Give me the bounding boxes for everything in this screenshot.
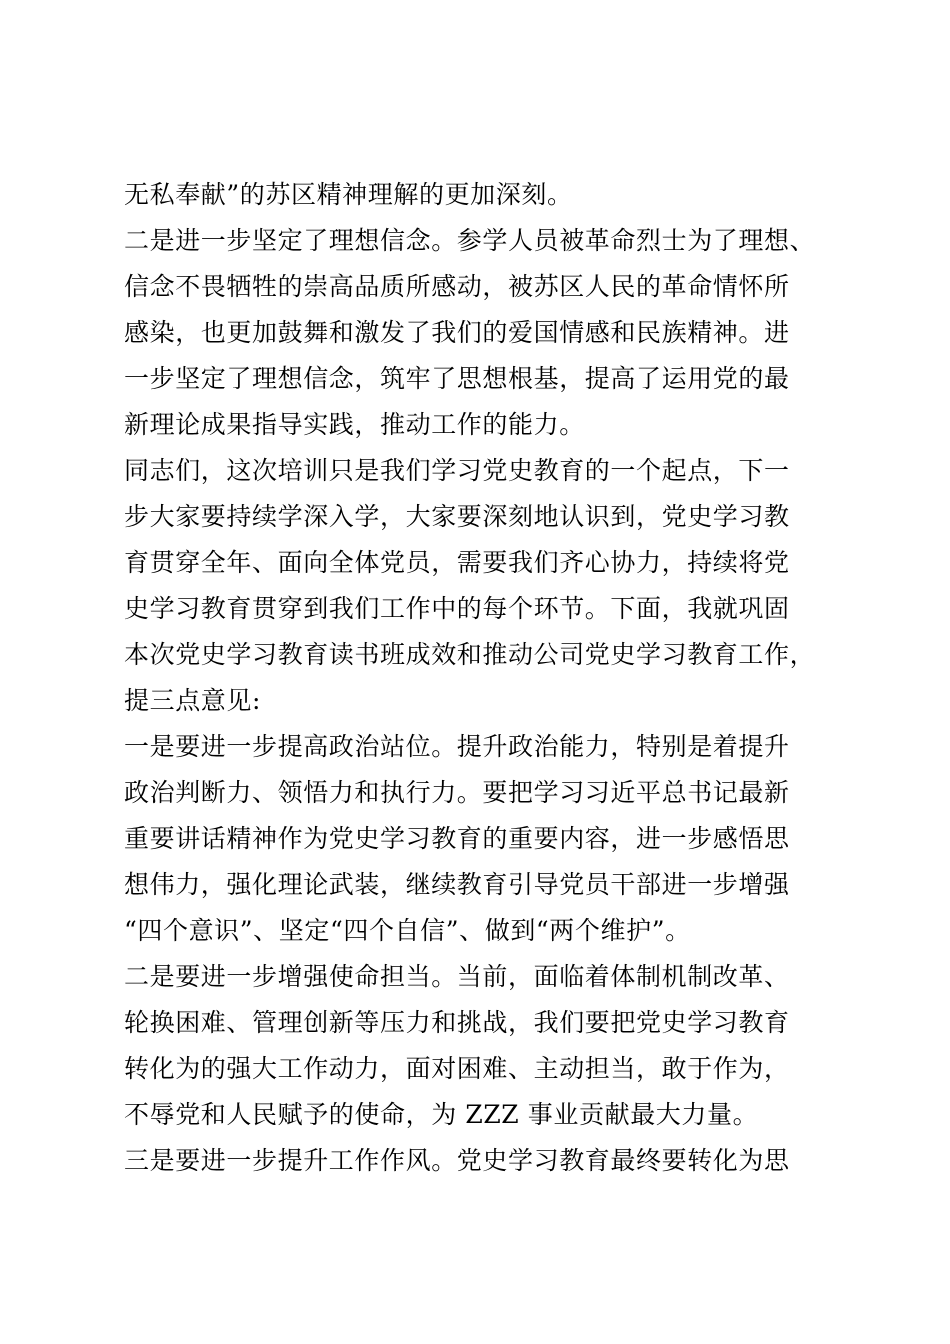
text-line: 重要讲话精神作为党史学习教育的重要内容，进一步感悟思: [124, 824, 790, 853]
text-line: 感染，也更加鼓舞和激发了我们的爱国情感和民族精神。进: [124, 318, 790, 347]
text-line: 二是要进一步增强使命担当。当前，面临着体制机制改革、: [124, 962, 790, 991]
text-line: 育贯穿全年、面向全体党员，需要我们齐心协力，持续将党: [124, 548, 790, 577]
text-line: 步大家要持续学深入学，大家要深刻地认识到，党史学习教: [124, 502, 790, 531]
text-line: 转化为的强大工作动力，面对困难、主动担当，敢于作为，: [124, 1054, 790, 1083]
text-line: 一是要进一步提高政治站位。提升政治能力，特别是着提升: [124, 732, 790, 761]
text-line: “四个意识”、坚定“四个自信”、做到“两个维护”。: [124, 916, 691, 945]
text-line: 二是进一步坚定了理想信念。参学人员被革命烈士为了理想、: [124, 226, 816, 255]
text-line: 政治判断力、领悟力和执行力。要把学习习近平总书记最新: [124, 778, 790, 807]
text-line: 史学习教育贯穿到我们工作中的每个环节。下面，我就巩固: [124, 594, 790, 623]
text-line: 同志们，这次培训只是我们学习党史教育的一个起点，下一: [124, 456, 790, 485]
text-line: 提三点意见:: [124, 686, 262, 715]
text-line: 信念不畏牺牲的崇高品质所感动，被苏区人民的革命情怀所: [124, 272, 790, 301]
text-line: 想伟力，强化理论武装，继续教育引导党员干部进一步增强: [124, 870, 790, 899]
text-line: 一步坚定了理想信念，筑牢了思想根基，提高了运用党的最: [124, 364, 790, 393]
text-line: 新理论成果指导实践，推动工作的能力。: [124, 410, 585, 439]
text-line: 不辱党和人民赋予的使命，为 ZZZ 事业贡献最大力量。: [124, 1100, 759, 1129]
text-line: 本次党史学习教育读书班成效和推动公司党史学习教育工作，: [124, 640, 816, 669]
text-line: 无私奉献”的苏区精神理解的更加深刻。: [124, 180, 573, 209]
document-body: [124, 172, 839, 1184]
text-line: 三是要进一步提升工作作风。党史学习教育最终要转化为思: [124, 1146, 790, 1175]
text-line: 轮换困难、管理创新等压力和挑战，我们要把党史学习教育: [124, 1008, 790, 1037]
